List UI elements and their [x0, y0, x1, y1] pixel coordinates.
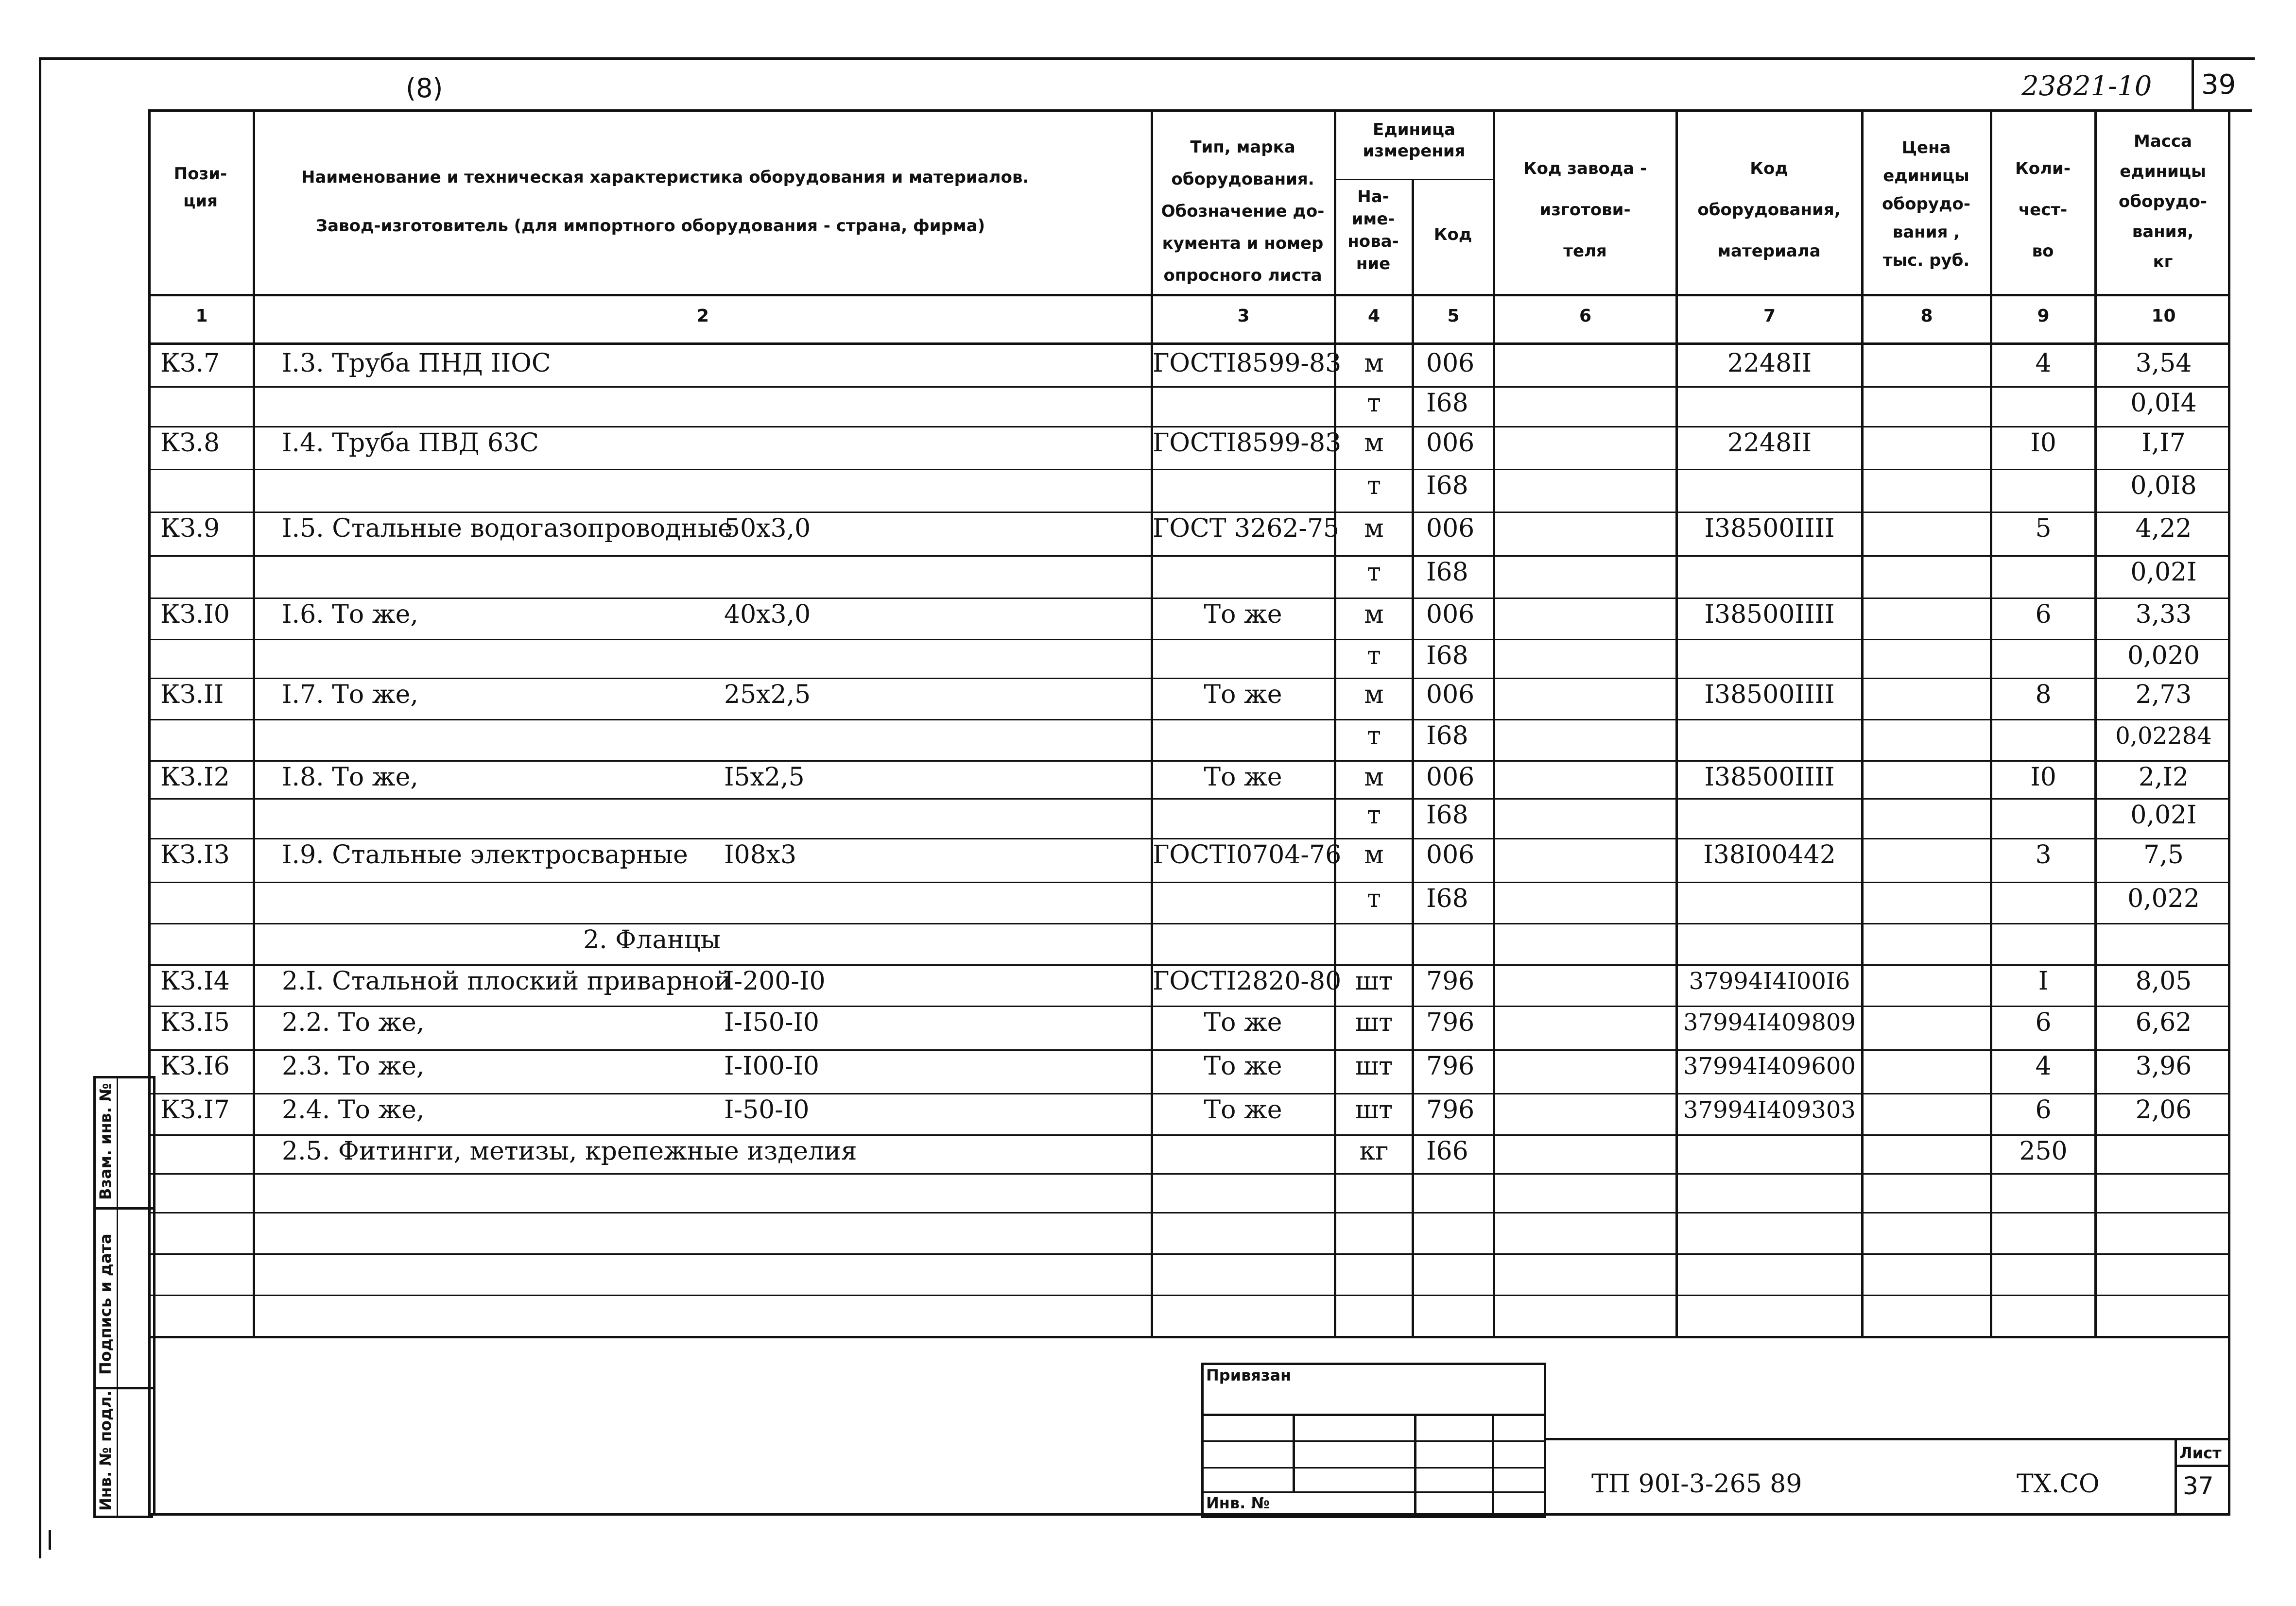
- binding-stamp-line: [1201, 1467, 1546, 1469]
- cell-qty: I: [2038, 967, 2049, 996]
- cell-doc: ГОСТI2820-80: [1153, 967, 1342, 996]
- cell-mass: 2,06: [2135, 1095, 2192, 1125]
- cell-unit: т: [1367, 801, 1381, 830]
- cell-mass: I,I7: [2141, 428, 2186, 458]
- cell-code: 006: [1426, 840, 1475, 870]
- binding-strip-bottom: [93, 1516, 153, 1518]
- header-type: Тип, марка оборудования. Обозначение до- кумента и номер опросного листа: [1161, 137, 1325, 285]
- cell-mass: 3,96: [2135, 1052, 2192, 1081]
- cell-unit: т: [1367, 884, 1381, 913]
- cell-mass: 2,I2: [2138, 763, 2189, 792]
- cell-doc: То же: [1204, 600, 1282, 629]
- cell-pos: КЗ.8: [160, 428, 220, 458]
- header-name: Наименование и техническая характеристика оборудования и материалов. Завод-изготовитель (для импортного оборудования - страна, фирма): [301, 168, 1029, 236]
- cell-unit: кг: [1359, 1137, 1389, 1166]
- header-bottom: [148, 342, 2230, 345]
- row-line: [148, 1295, 2230, 1296]
- cell-mat: 2248II: [1727, 428, 1812, 458]
- cell-mass: 2,73: [2135, 680, 2192, 709]
- cell-unit: м: [1364, 514, 1384, 543]
- row-line: [148, 1173, 2230, 1175]
- col-divider-2: [1151, 109, 1153, 1338]
- cell-doc: То же: [1204, 680, 1282, 709]
- cell-name: 2.2. То же,: [282, 1008, 425, 1037]
- cell-mat: 37994I4I00I6: [1689, 968, 1850, 995]
- cell-name: 2.I. Стальной плоский приварной: [282, 967, 731, 996]
- cell-qty: 6: [2035, 1008, 2052, 1037]
- row-line: [148, 555, 2230, 557]
- inventory-number-label: Инв. №: [1206, 1494, 1270, 1512]
- row-line: [148, 719, 2230, 720]
- cell-pos: КЗ.I7: [160, 1095, 230, 1125]
- cell-code: 006: [1426, 763, 1475, 792]
- sheet-label: Лист: [2179, 1444, 2222, 1462]
- row-line: [148, 964, 2230, 966]
- cell-code: I68: [1426, 389, 1468, 418]
- row-line: [148, 923, 2230, 924]
- row-line: [148, 426, 2230, 427]
- header-plant-code: Код завода - изготови- теля: [1523, 159, 1647, 261]
- cell-pos: КЗ.I3: [160, 840, 230, 870]
- binding-stamp-line: [1201, 1414, 1546, 1416]
- cell-code: I68: [1426, 558, 1468, 587]
- cell-qty: I0: [2030, 428, 2056, 458]
- cell-name: 2.5. Фитинги, метизы, крепежные изделия: [282, 1137, 857, 1166]
- sheet-box-divider: [2175, 1465, 2230, 1467]
- cell-doc: То же: [1204, 1008, 1282, 1037]
- row-line: [148, 469, 2230, 470]
- cell-mat: I38500IIII: [1704, 514, 1835, 543]
- binding-stamp-line: [1201, 1440, 1546, 1442]
- cell-qty: 8: [2035, 680, 2052, 709]
- cell-code: 006: [1426, 680, 1475, 709]
- cell-doc: ГОСТI0704-76: [1153, 840, 1342, 870]
- cell-code: I68: [1426, 641, 1468, 670]
- cell-pos: КЗ.II: [160, 680, 224, 709]
- cell-doc: То же: [1204, 763, 1282, 792]
- binding-stamp-line: [1201, 1491, 1546, 1493]
- cell-unit: шт: [1355, 1052, 1393, 1081]
- cell-mass: 6,62: [2135, 1008, 2192, 1037]
- column-number: 9: [2037, 306, 2050, 326]
- col-divider-4: [1412, 179, 1414, 1338]
- outer-top-border: [39, 57, 2255, 60]
- cell-mat: 37994I409600: [1683, 1053, 1856, 1080]
- cell-code: I68: [1426, 801, 1468, 830]
- header-numbers-top: [148, 294, 2230, 296]
- binding-stamp-divider: [1414, 1414, 1416, 1518]
- row-line: [148, 838, 2230, 839]
- cell-mass: 0,02I: [2130, 558, 2197, 587]
- cell-name: I.3. Труба ПНД IIOC: [282, 349, 551, 378]
- row-line: [148, 1212, 2230, 1213]
- cell-name: I.5. Стальные водогазопроводные: [282, 514, 733, 543]
- project-code: ТП 90I-3-265 89: [1591, 1469, 1802, 1499]
- cell-mass: 0,020: [2127, 641, 2200, 670]
- cell-qty: 5: [2035, 514, 2052, 543]
- page-number-box-left: [2192, 58, 2194, 109]
- cell-mass: 7,5: [2143, 840, 2184, 870]
- binding-stamp-label: Привязан: [1206, 1366, 1292, 1384]
- cell-name: I.9. Стальные электросварные: [282, 840, 688, 870]
- cell-qty: 6: [2035, 1095, 2052, 1125]
- header-material-code: Код оборудования, материала: [1697, 159, 1841, 261]
- col-divider-7: [1861, 109, 1864, 1338]
- cell-code: 006: [1426, 428, 1475, 458]
- binding-strip-top: [93, 1076, 153, 1078]
- row-line: [148, 1049, 2230, 1051]
- col-divider-6: [1675, 109, 1678, 1338]
- cell-mat: I38500IIII: [1704, 680, 1835, 709]
- cell-unit: м: [1364, 763, 1384, 792]
- cell-pos: КЗ.I6: [160, 1052, 230, 1081]
- binding-strip-inner: [117, 1076, 118, 1516]
- cell-mass: 0,0I8: [2130, 471, 2197, 500]
- binding-strip-right: [153, 1076, 155, 1516]
- cell-pos: КЗ.I2: [160, 763, 230, 792]
- cell-unit: м: [1364, 428, 1384, 458]
- original-inventory-label: Инв. № подл.: [96, 1390, 115, 1511]
- cell-code: 796: [1426, 967, 1475, 996]
- row-line: [148, 1093, 2230, 1094]
- cell-unit: т: [1367, 389, 1381, 418]
- binding-strip-divider: [93, 1207, 153, 1210]
- stamp-top-right: [1545, 1438, 2230, 1440]
- column-number: 5: [1447, 306, 1460, 326]
- binding-stamp-divider: [1492, 1414, 1494, 1518]
- column-number: 1: [195, 306, 208, 326]
- column-number: 10: [2151, 306, 2176, 326]
- cell-pos: КЗ.I4: [160, 967, 230, 996]
- cell-code: 796: [1426, 1008, 1475, 1037]
- column-number: 4: [1367, 306, 1381, 326]
- row-line: [148, 678, 2230, 679]
- cell-tail: I-I50-I0: [724, 1008, 820, 1037]
- cell-name: I.7. То же,: [282, 680, 418, 709]
- cell-mass: 4,22: [2135, 514, 2192, 543]
- row-line: [148, 598, 2230, 599]
- header-quantity: Коли- чест- во: [2015, 159, 2071, 261]
- col-divider-1: [253, 109, 255, 1338]
- row-line: [148, 760, 2230, 762]
- row-line: [148, 639, 2230, 640]
- column-number: 7: [1763, 306, 1776, 326]
- signature-date-label: Подпись и дата: [96, 1233, 115, 1375]
- cell-unit: шт: [1355, 1008, 1393, 1037]
- cell-name: 2. Фланцы: [583, 925, 721, 955]
- cell-unit: м: [1364, 680, 1384, 709]
- sheet-mark: (8): [406, 73, 443, 103]
- cell-code: I68: [1426, 471, 1468, 500]
- cell-name: I.4. Труба ПВД 63С: [282, 428, 539, 458]
- cell-code: 006: [1426, 514, 1475, 543]
- cell-mass: 3,33: [2135, 600, 2192, 629]
- cell-mass: 0,02I: [2130, 801, 2197, 830]
- cell-unit: т: [1367, 721, 1381, 751]
- cell-qty: 4: [2035, 1052, 2052, 1081]
- cell-code: I66: [1426, 1137, 1468, 1166]
- section-code: ТХ.СО: [2017, 1469, 2100, 1499]
- cell-tail: 40x3,0: [724, 600, 811, 629]
- header-mass: Масса единицы оборудо- вания, кг: [2119, 132, 2207, 272]
- cell-qty: 3: [2035, 840, 2052, 870]
- cell-code: 006: [1426, 349, 1475, 378]
- cell-mat: 37994I409303: [1683, 1096, 1856, 1124]
- cell-code: I68: [1426, 884, 1468, 913]
- cell-tail: I-I00-I0: [724, 1052, 820, 1081]
- row-line: [148, 512, 2230, 513]
- cell-pos: КЗ.7: [160, 349, 220, 378]
- cell-pos: КЗ.I5: [160, 1008, 230, 1037]
- cell-code: I68: [1426, 721, 1468, 751]
- row-line: [148, 1006, 2230, 1007]
- cell-mat: 2248II: [1727, 349, 1812, 378]
- cell-pos: КЗ.I0: [160, 600, 230, 629]
- cell-mass: 0,022: [2127, 884, 2200, 913]
- header-position: Пози- ция: [173, 164, 227, 211]
- outer-left-border: [39, 57, 41, 1558]
- cell-mat: 37994I409809: [1683, 1009, 1856, 1036]
- cell-unit: т: [1367, 471, 1381, 500]
- cell-code: 796: [1426, 1095, 1475, 1125]
- cell-unit: м: [1364, 349, 1384, 378]
- row-line: [148, 1134, 2230, 1136]
- sheet-number: 37: [2183, 1472, 2214, 1500]
- document-number: 23821-10: [2021, 70, 2152, 102]
- table-body-bottom: [148, 1336, 2230, 1338]
- cell-qty: I0: [2030, 763, 2056, 792]
- cell-tail: I-50-I0: [724, 1095, 810, 1125]
- cell-mass: 8,05: [2135, 967, 2192, 996]
- replaced-inventory-label: Взам. инв. №: [96, 1083, 115, 1200]
- cell-unit: шт: [1355, 967, 1393, 996]
- binding-strip-divider: [93, 1387, 153, 1389]
- cell-code: 796: [1426, 1052, 1475, 1081]
- cell-doc: ГОСТ 3262-75: [1153, 514, 1340, 543]
- cell-tail: 50x3,0: [724, 514, 811, 543]
- cell-name: I.6. То же,: [282, 600, 418, 629]
- cell-mat: I38500IIII: [1704, 600, 1835, 629]
- cell-unit: шт: [1355, 1095, 1393, 1125]
- cell-unit: т: [1367, 558, 1381, 587]
- cell-unit: м: [1364, 600, 1384, 629]
- cell-mass: 0,0I4: [2130, 389, 2197, 418]
- cell-qty: 4: [2035, 349, 2052, 378]
- cell-qty: 6: [2035, 600, 2052, 629]
- column-number: 6: [1579, 306, 1592, 326]
- cell-doc: ГОСТI8599-83: [1153, 349, 1342, 378]
- cell-pos: КЗ.9: [160, 514, 220, 543]
- cell-tail: I08x3: [724, 840, 797, 870]
- header-price: Цена единицы оборудо- вания , тыс. руб.: [1882, 138, 1970, 270]
- cell-doc: То же: [1204, 1095, 1282, 1125]
- page-number: 39: [2201, 69, 2236, 101]
- row-line: [148, 882, 2230, 883]
- row-line: [148, 1253, 2230, 1255]
- cell-doc: То же: [1204, 1052, 1282, 1081]
- cell-tail: I5x2,5: [724, 763, 805, 792]
- cell-unit: т: [1367, 641, 1381, 670]
- cell-name: 2.3. То же,: [282, 1052, 425, 1081]
- cell-name: 2.4. То же,: [282, 1095, 425, 1125]
- sheet-box-left: [2175, 1440, 2177, 1516]
- column-number: 2: [696, 306, 709, 326]
- cell-unit: м: [1364, 840, 1384, 870]
- cell-tail: 25x2,5: [724, 680, 811, 709]
- cell-mat: I38500IIII: [1704, 763, 1835, 792]
- header-unit-name: На- име- нова- ние: [1347, 187, 1399, 273]
- binding-stamp-divider: [1293, 1414, 1295, 1491]
- cell-doc: ГОСТI8599-83: [1153, 428, 1342, 458]
- header-unit-group: Единица измерения: [1363, 120, 1466, 161]
- row-line: [148, 798, 2230, 800]
- col-divider-5: [1493, 109, 1495, 1338]
- cell-tail: I-200-I0: [724, 967, 826, 996]
- cell-mat: I38I00442: [1703, 840, 1836, 870]
- header-unit-code: Код: [1433, 225, 1472, 244]
- cell-mass: 0,02284: [2115, 722, 2212, 750]
- edge-tick: [49, 1530, 51, 1550]
- cell-mass: 3,54: [2135, 349, 2192, 378]
- cell-code: 006: [1426, 600, 1475, 629]
- column-number: 3: [1237, 306, 1250, 326]
- row-line: [148, 386, 2230, 388]
- cell-name: I.8. То же,: [282, 763, 418, 792]
- column-number: 8: [1920, 306, 1933, 326]
- binding-strip-left: [93, 1076, 96, 1516]
- cell-qty: 250: [2019, 1137, 2068, 1166]
